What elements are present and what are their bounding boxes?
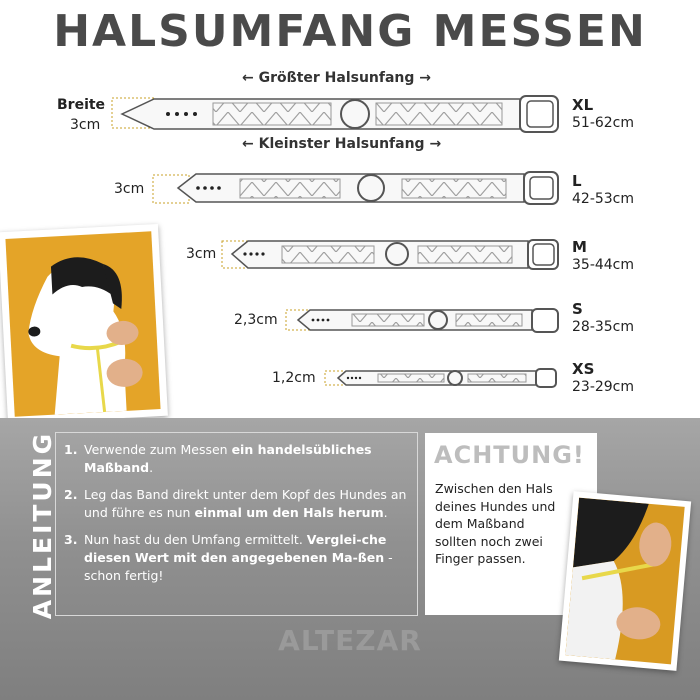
step-text: Verwende zum Messen — [84, 442, 232, 457]
instructions-heading: ANLEITUNG — [28, 430, 57, 620]
step-number: 2. — [64, 487, 78, 502]
step-text-end: . — [149, 460, 154, 475]
step-text: Leg das Band direkt unter dem Kopf des Hundes an und führe es nun — [84, 487, 407, 520]
collar-m — [222, 240, 558, 269]
size-code-s: S — [572, 300, 583, 318]
collar-xl — [112, 96, 558, 132]
size-code-l: L — [572, 172, 582, 190]
page-title: HALSUMFANG MESSEN — [53, 6, 647, 57]
step-number: 3. — [64, 532, 78, 547]
size-code-xs: XS — [572, 360, 595, 378]
step-highlight: einmal um den Hals herum — [194, 505, 384, 520]
step-text-end: . — [383, 505, 388, 520]
largest-neck-label: ← Größter Halsunfang → — [242, 70, 432, 86]
collar-xs — [325, 369, 556, 387]
dog-photo-icon — [5, 231, 160, 416]
width-caption-value: 3cm — [70, 117, 101, 133]
step-highlight: ein handelsübliches Maßband — [84, 442, 372, 475]
warning-text: Zwischen den Hals deines Hundes und dem Maßband sollten noch zwei Finger passen. — [435, 481, 556, 566]
collar-l — [153, 172, 558, 204]
size-range-s: 28-35cm — [572, 319, 635, 335]
step-highlight: Verglei-che diesen Wert mit den angegebenen Ma-ßen — [84, 532, 387, 565]
instructions-box — [55, 432, 418, 616]
dog-photo — [0, 224, 168, 424]
width-caption-label: Breite — [57, 97, 106, 113]
size-width-m: 3cm — [186, 246, 217, 262]
size-width-l: 3cm — [114, 181, 145, 197]
smallest-neck-label: ← Kleinster Halsunfang → — [242, 136, 442, 152]
size-range-l: 42-53cm — [572, 191, 635, 207]
instruction-step — [64, 531, 409, 585]
step-text: Nun hast du den Umfang ermittelt. — [84, 532, 307, 547]
warning-title: ACHTUNG! — [434, 441, 585, 469]
step-text-end: - schon fertig! — [84, 550, 393, 583]
collar-s — [286, 309, 558, 332]
size-range-xs: 23-29cm — [572, 379, 635, 395]
size-range-xl: 51-62cm — [572, 115, 635, 131]
instruction-step — [64, 486, 409, 522]
size-code-xl: XL — [572, 96, 594, 114]
size-range-m: 35-44cm — [572, 257, 635, 273]
size-code-m: M — [572, 238, 587, 256]
size-width-xs: 1,2cm — [272, 370, 316, 386]
instruction-step — [64, 441, 409, 477]
size-width-s: 2,3cm — [234, 312, 278, 328]
brand-logo: ALTEZAR — [278, 624, 422, 657]
step-number: 1. — [64, 442, 78, 457]
